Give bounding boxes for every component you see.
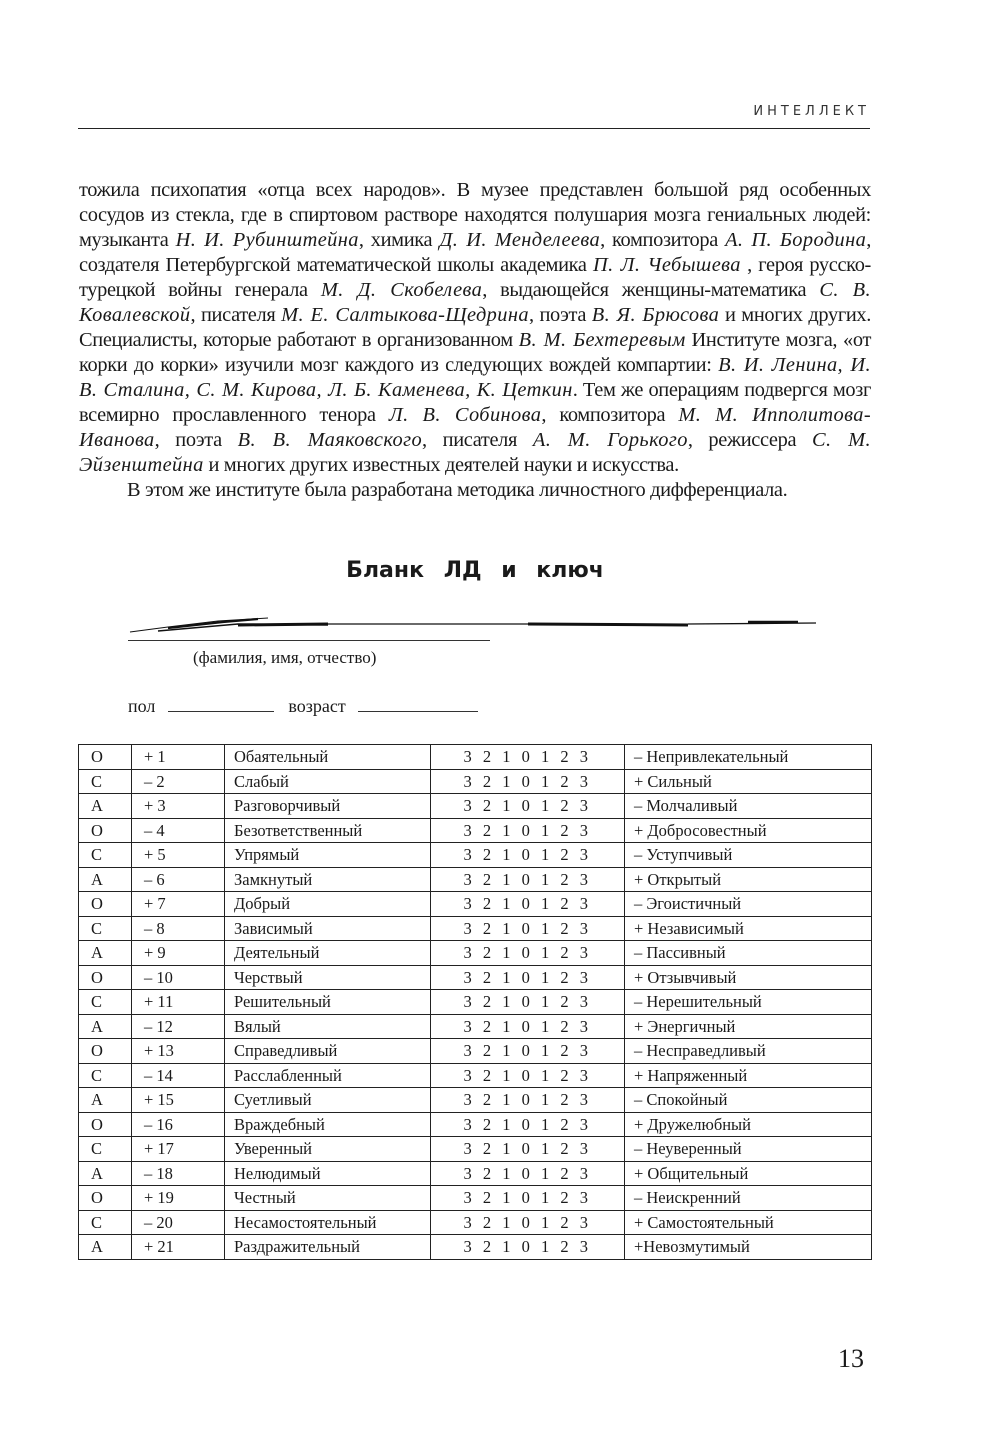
text-run: Институте мозга, «от корки до корки» изучили мозг каждого из следующих вождей компартии: (79, 329, 871, 376)
rating-scale-cell[interactable]: 3 2 1 0 1 2 3 (431, 818, 625, 843)
person-name: В. И. Ленина, И. В. Сталина, С. М. Кирова, Л. Б. Каменева, К. Цеткин (79, 354, 871, 401)
left-adjective-cell: Уверенный (225, 1137, 431, 1162)
item-number-cell: – 2 (132, 769, 225, 794)
table-row (79, 1137, 872, 1162)
table-row (79, 916, 872, 941)
item-number-cell: – 8 (132, 916, 225, 941)
rating-scale-cell[interactable]: 3 2 1 0 1 2 3 (431, 916, 625, 941)
person-name: В. В. Маяковского (237, 429, 423, 451)
right-adjective-cell: – Нерешительный (625, 990, 872, 1015)
factor-cell: А (79, 1014, 132, 1039)
right-adjective-cell: + Добросовестный (625, 818, 872, 843)
age-field-line[interactable] (358, 697, 478, 712)
text-run: , писателя (190, 304, 282, 326)
left-adjective-cell: Зависимый (225, 916, 431, 941)
right-adjective-cell: + Самостоятельный (625, 1210, 872, 1235)
rating-scale-cell[interactable]: 3 2 1 0 1 2 3 (431, 867, 625, 892)
table-row (79, 1039, 872, 1064)
table-row (79, 818, 872, 843)
paragraph-2: В этом же институте была разработана методика личностного дифференциала. (127, 479, 788, 501)
rating-scale-cell[interactable]: 3 2 1 0 1 2 3 (431, 1088, 625, 1113)
rating-scale-cell[interactable]: 3 2 1 0 1 2 3 (431, 1186, 625, 1211)
right-adjective-cell: – Уступчивый (625, 843, 872, 868)
left-adjective-cell: Замкнутый (225, 867, 431, 892)
factor-cell: А (79, 941, 132, 966)
table-row (79, 941, 872, 966)
factor-cell: О (79, 745, 132, 770)
item-number-cell: – 6 (132, 867, 225, 892)
table-row (79, 867, 872, 892)
person-name: А. П. Бородина (725, 229, 867, 251)
sex-label: пол (128, 696, 156, 716)
item-number-cell: + 13 (132, 1039, 225, 1064)
person-name: М. Д. Скобелева (320, 279, 483, 301)
factor-cell: О (79, 1039, 132, 1064)
right-adjective-cell: + Дружелюбный (625, 1112, 872, 1137)
table-row (79, 769, 872, 794)
rating-scale-cell[interactable]: 3 2 1 0 1 2 3 (431, 1039, 625, 1064)
item-number-cell: + 7 (132, 892, 225, 917)
text-run: , композитора (541, 404, 679, 426)
item-number-cell: + 1 (132, 745, 225, 770)
table-row (79, 1235, 872, 1260)
factor-cell: О (79, 818, 132, 843)
left-adjective-cell: Безответственный (225, 818, 431, 843)
factor-cell: А (79, 867, 132, 892)
name-field-caption: (фамилия, имя, отчество) (193, 648, 377, 667)
right-adjective-cell: – Непривлекательный (625, 745, 872, 770)
factor-cell: С (79, 1063, 132, 1088)
item-number-cell: – 16 (132, 1112, 225, 1137)
table-row (79, 1063, 872, 1088)
rating-scale-cell[interactable]: 3 2 1 0 1 2 3 (431, 843, 625, 868)
table-row (79, 990, 872, 1015)
left-adjective-cell: Справедливый (225, 1039, 431, 1064)
right-adjective-cell: +Невозмутимый (625, 1235, 872, 1260)
person-name: М. М. Ипполитова-Иванова (79, 404, 872, 451)
table-row (79, 1186, 872, 1211)
item-number-cell: + 15 (132, 1088, 225, 1113)
factor-cell: А (79, 1235, 132, 1260)
item-number-cell: + 11 (132, 990, 225, 1015)
left-adjective-cell: Суетливый (225, 1088, 431, 1113)
factor-cell: С (79, 916, 132, 941)
left-adjective-cell: Честный (225, 1186, 431, 1211)
right-adjective-cell: – Несправедливый (625, 1039, 872, 1064)
rating-scale-cell[interactable]: 3 2 1 0 1 2 3 (431, 745, 625, 770)
rating-scale-cell[interactable]: 3 2 1 0 1 2 3 (431, 1137, 625, 1162)
item-number-cell: + 19 (132, 1186, 225, 1211)
person-name: Л. В. Собинова (388, 404, 542, 426)
sex-field-line[interactable] (168, 697, 274, 712)
left-adjective-cell: Упрямый (225, 843, 431, 868)
rating-scale-cell[interactable]: 3 2 1 0 1 2 3 (431, 990, 625, 1015)
item-number-cell: – 4 (132, 818, 225, 843)
left-adjective-cell: Раздражительный (225, 1235, 431, 1260)
item-number-cell: + 9 (132, 941, 225, 966)
right-adjective-cell: + Отзывчивый (625, 965, 872, 990)
right-adjective-cell: – Спокойный (625, 1088, 872, 1113)
right-adjective-cell: – Неуверенный (625, 1137, 872, 1162)
item-number-cell: – 18 (132, 1161, 225, 1186)
rating-scale-cell[interactable]: 3 2 1 0 1 2 3 (431, 1210, 625, 1235)
person-name: В. М. Бехтеревым (518, 329, 686, 351)
factor-cell: С (79, 990, 132, 1015)
left-adjective-cell: Разговорчивый (225, 794, 431, 819)
rating-scale-cell[interactable]: 3 2 1 0 1 2 3 (431, 941, 625, 966)
text-run: тожила психопатия «отца всех народов». В музее представлен большой ряд особенных сосудов из стекла, где в спиртовом растворе находятся полушария мозга гениальных людей: музыканта (79, 179, 871, 251)
text-run: , героя русско-турецкой войны генерала (79, 254, 871, 301)
rating-scale-cell[interactable]: 3 2 1 0 1 2 3 (431, 892, 625, 917)
text-run: , писателя (422, 429, 533, 451)
text-run: , режиссера (687, 429, 812, 451)
right-adjective-cell: + Независимый (625, 916, 872, 941)
right-adjective-cell: + Сильный (625, 769, 872, 794)
item-number-cell: – 10 (132, 965, 225, 990)
rating-scale-cell[interactable]: 3 2 1 0 1 2 3 (431, 1235, 625, 1260)
left-adjective-cell: Обаятельный (225, 745, 431, 770)
text-run: и многих других. Специалисты, которые работают в организованном (79, 304, 872, 351)
item-number-cell: + 17 (132, 1137, 225, 1162)
item-number-cell: + 3 (132, 794, 225, 819)
right-adjective-cell: + Открытый (625, 867, 872, 892)
form-title: Бланк ЛД и ключ (346, 558, 604, 583)
item-number-cell: + 5 (132, 843, 225, 868)
left-adjective-cell: Несамостоятельный (225, 1210, 431, 1235)
factor-cell: О (79, 965, 132, 990)
right-adjective-cell: + Общительный (625, 1161, 872, 1186)
handwritten-name-scribble (128, 612, 818, 636)
factor-cell: С (79, 1210, 132, 1235)
person-name: Д. И. Менделеева (439, 229, 601, 251)
left-adjective-cell: Враждебный (225, 1112, 431, 1137)
text-run: , создателя Петербургской математической школы академика (79, 229, 871, 276)
text-run: , химика (358, 229, 440, 251)
left-adjective-cell: Деятельный (225, 941, 431, 966)
right-adjective-cell: + Энергичный (625, 1014, 872, 1039)
text-run: и многих других известных деятелей науки и искусства. (203, 454, 679, 476)
paragraph-1 (79, 178, 871, 478)
text-run: , композитора (600, 229, 726, 251)
rating-scale-cell[interactable]: 3 2 1 0 1 2 3 (431, 794, 625, 819)
left-adjective-cell: Нелюдимый (225, 1161, 431, 1186)
left-adjective-cell: Расслабленный (225, 1063, 431, 1088)
person-name: П. Л. Чебышева (592, 254, 741, 276)
ld-form-table (78, 744, 872, 1260)
right-adjective-cell: – Эгоистичный (625, 892, 872, 917)
left-adjective-cell: Решительный (225, 990, 431, 1015)
text-run: , поэта (528, 304, 592, 326)
factor-cell: А (79, 794, 132, 819)
factor-cell: А (79, 1088, 132, 1113)
right-adjective-cell: – Молчаливый (625, 794, 872, 819)
left-adjective-cell: Вялый (225, 1014, 431, 1039)
right-adjective-cell: + Напряженный (625, 1063, 872, 1088)
table-row (79, 1088, 872, 1113)
table-row (79, 794, 872, 819)
person-name: С. М. Эйзенштейна (79, 429, 871, 476)
rating-scale-cell[interactable]: 3 2 1 0 1 2 3 (431, 1112, 625, 1137)
factor-cell: О (79, 1186, 132, 1211)
person-name: С. В. Ковалевской (79, 279, 871, 326)
running-head: ИНТЕЛЛЕКТ (753, 104, 870, 119)
table-row (79, 1161, 872, 1186)
left-adjective-cell: Слабый (225, 769, 431, 794)
table-row (79, 843, 872, 868)
age-label: возраст (288, 696, 346, 716)
rating-scale-cell[interactable]: 3 2 1 0 1 2 3 (431, 1063, 625, 1088)
person-name: М. Е. Салтыкова-Щедрина (281, 304, 529, 326)
person-name: А. М. Горького (532, 429, 688, 451)
person-name: Н. И. Рубинштейна (175, 229, 359, 251)
table-row (79, 892, 872, 917)
factor-cell: А (79, 1161, 132, 1186)
factor-cell: С (79, 843, 132, 868)
factor-cell: С (79, 769, 132, 794)
table-row (79, 1014, 872, 1039)
table-row (79, 1210, 872, 1235)
text-run: , поэта (154, 429, 238, 451)
person-name: В. Я. Брюсова (591, 304, 720, 326)
right-adjective-cell: – Неискренний (625, 1186, 872, 1211)
factor-cell: О (79, 1112, 132, 1137)
item-number-cell: + 21 (132, 1235, 225, 1260)
item-number-cell: – 20 (132, 1210, 225, 1235)
rating-scale-cell[interactable]: 3 2 1 0 1 2 3 (431, 1161, 625, 1186)
left-adjective-cell: Добрый (225, 892, 431, 917)
item-number-cell: – 14 (132, 1063, 225, 1088)
factor-cell: О (79, 892, 132, 917)
header-rule (78, 128, 870, 129)
rating-scale-cell[interactable]: 3 2 1 0 1 2 3 (431, 1014, 625, 1039)
text-run: , выдающейся женщины-математика (482, 279, 820, 301)
body-text (79, 178, 871, 503)
sex-age-fields (128, 696, 478, 717)
right-adjective-cell: – Пассивный (625, 941, 872, 966)
left-adjective-cell: Черствый (225, 965, 431, 990)
rating-scale-cell[interactable]: 3 2 1 0 1 2 3 (431, 965, 625, 990)
page-number: 13 (838, 1344, 864, 1373)
item-number-cell: – 12 (132, 1014, 225, 1039)
rating-scale-cell[interactable]: 3 2 1 0 1 2 3 (431, 769, 625, 794)
name-field-line[interactable] (128, 640, 490, 641)
factor-cell: С (79, 1137, 132, 1162)
table-row (79, 745, 872, 770)
table-row (79, 965, 872, 990)
text-run: . Тем же операциям подвергся мозг всемирно прославленного тенора (79, 379, 871, 426)
table-row (79, 1112, 872, 1137)
